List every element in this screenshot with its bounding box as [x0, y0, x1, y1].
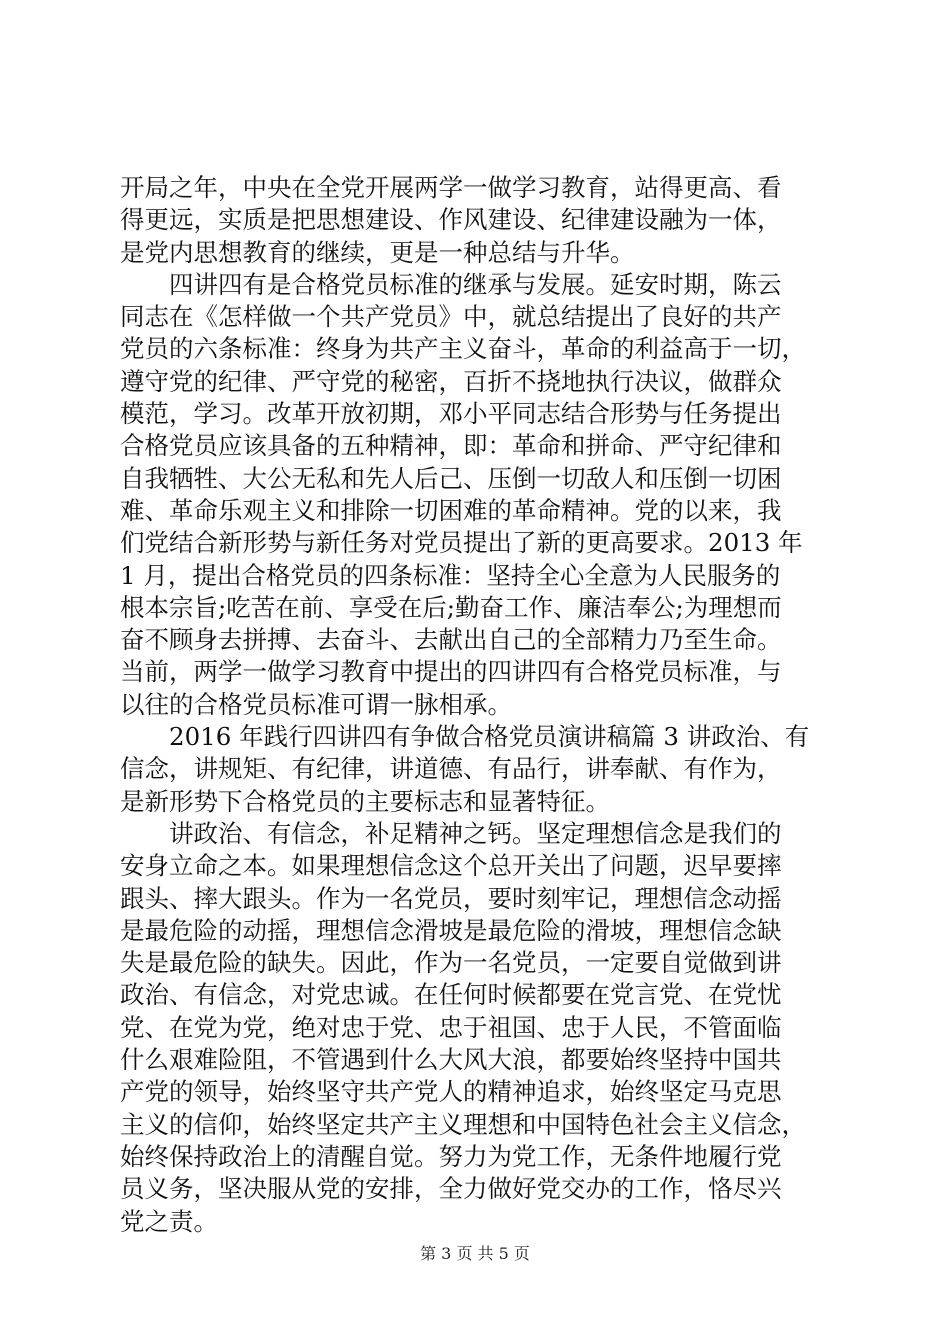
text-line: 遵守党的纪律、严守党的秘密，百折不挠地执行决议，做群众: [120, 366, 782, 396]
text-line: 开局之年，中央在全党开展两学一做学习教育，站得更高、看: [120, 173, 782, 202]
text-line: 安身立命之本。如果理想信念这个总开关出了问题，迟早要摔: [120, 851, 782, 881]
text-line: 2016 年践行四讲四有争做合格党员演讲稿篇 3 讲政治、有: [169, 722, 810, 752]
page-number-footer: 第 3 页 共 5 页: [420, 1244, 530, 1263]
text-line: 始终保持政治上的清醒自觉。努力为党工作，无条件地履行党: [120, 1141, 782, 1171]
text-line: 根本宗旨;吃苦在前、享受在后;勤奋工作、廉洁奉公;为理想而: [120, 592, 782, 622]
text-line: 得更远，实质是把思想建设、作风建设、纪律建设融为一体，: [120, 205, 782, 235]
document-body: [120, 172, 832, 1238]
text-line: 党、在党为党，绝对忠于党、忠于祖国、忠于人民，不管面临: [120, 1012, 782, 1042]
text-line: 奋不顾身去拼搏、去奋斗、去献出自己的全部精力乃至生命。: [120, 625, 782, 655]
text-line: 讲政治、有信念，补足精神之钙。坚定理想信念是我们的: [169, 818, 782, 848]
text-line: 主义的信仰，始终坚定共产主义理想和中国特色社会主义信念，: [120, 1109, 806, 1139]
text-line: 信念，讲规矩、有纪律，讲道德、有品行，讲奉献、有作为，: [120, 754, 782, 784]
text-line: 同志在《怎样做一个共产党员》中，就总结提出了良好的共产: [120, 302, 782, 332]
text-line: 失是最危险的缺失。因此，作为一名党员，一定要自觉做到讲: [120, 948, 782, 978]
text-line: 模范，学习。改革开放初期，邓小平同志结合形势与任务提出: [120, 399, 782, 429]
text-line: 员义务，坚决服从党的安排，全力做好党交办的工作，恪尽兴: [120, 1174, 782, 1204]
text-line: 跟头、摔大跟头。作为一名党员，要时刻牢记，理想信念动摇: [120, 883, 782, 913]
text-line: 党之责。: [120, 1206, 218, 1236]
text-line: 1 月，提出合格党员的四条标准：坚持全心全意为人民服务的: [120, 560, 781, 590]
text-line: 自我牺牲、大公无私和先人后己、压倒一切敌人和压倒一切困: [120, 463, 782, 493]
text-line: 四讲四有是合格党员标准的继承与发展。延安时期，陈云: [169, 269, 782, 299]
text-line: 什么艰难险阻，不管遇到什么大风大浪，都要始终坚持中国共: [120, 1045, 782, 1075]
text-line: 政治、有信念，对党忠诚。在任何时候都要在党言党、在党忧: [120, 980, 782, 1010]
text-line: 当前，两学一做学习教育中提出的四讲四有合格党员标准，与: [120, 657, 782, 687]
text-line: 产党的领导，始终坚守共产党人的精神追求，始终坚定马克思: [120, 1077, 782, 1107]
text-line: 以往的合格党员标准可谓一脉相承。: [120, 689, 512, 719]
text-line: 们党结合新形势与新任务对党员提出了新的更高要求。2013 年: [120, 528, 803, 558]
text-line: 是最危险的动摇，理想信念滑坡是最危险的滑坡，理想信念缺: [120, 915, 782, 945]
text-line: 党员的六条标准：终身为共产主义奋斗，革命的利益高于一切，: [120, 334, 806, 364]
text-line: 是新形势下合格党员的主要标志和显著特征。: [120, 786, 610, 816]
text-line: 是党内思想教育的继续，更是一种总结与升华。: [120, 237, 635, 267]
text-line: 合格党员应该具备的五种精神，即：革命和拼命、严守纪律和: [120, 431, 782, 461]
text-line: 难、革命乐观主义和排除一切困难的革命精神。党的以来，我: [120, 495, 782, 525]
